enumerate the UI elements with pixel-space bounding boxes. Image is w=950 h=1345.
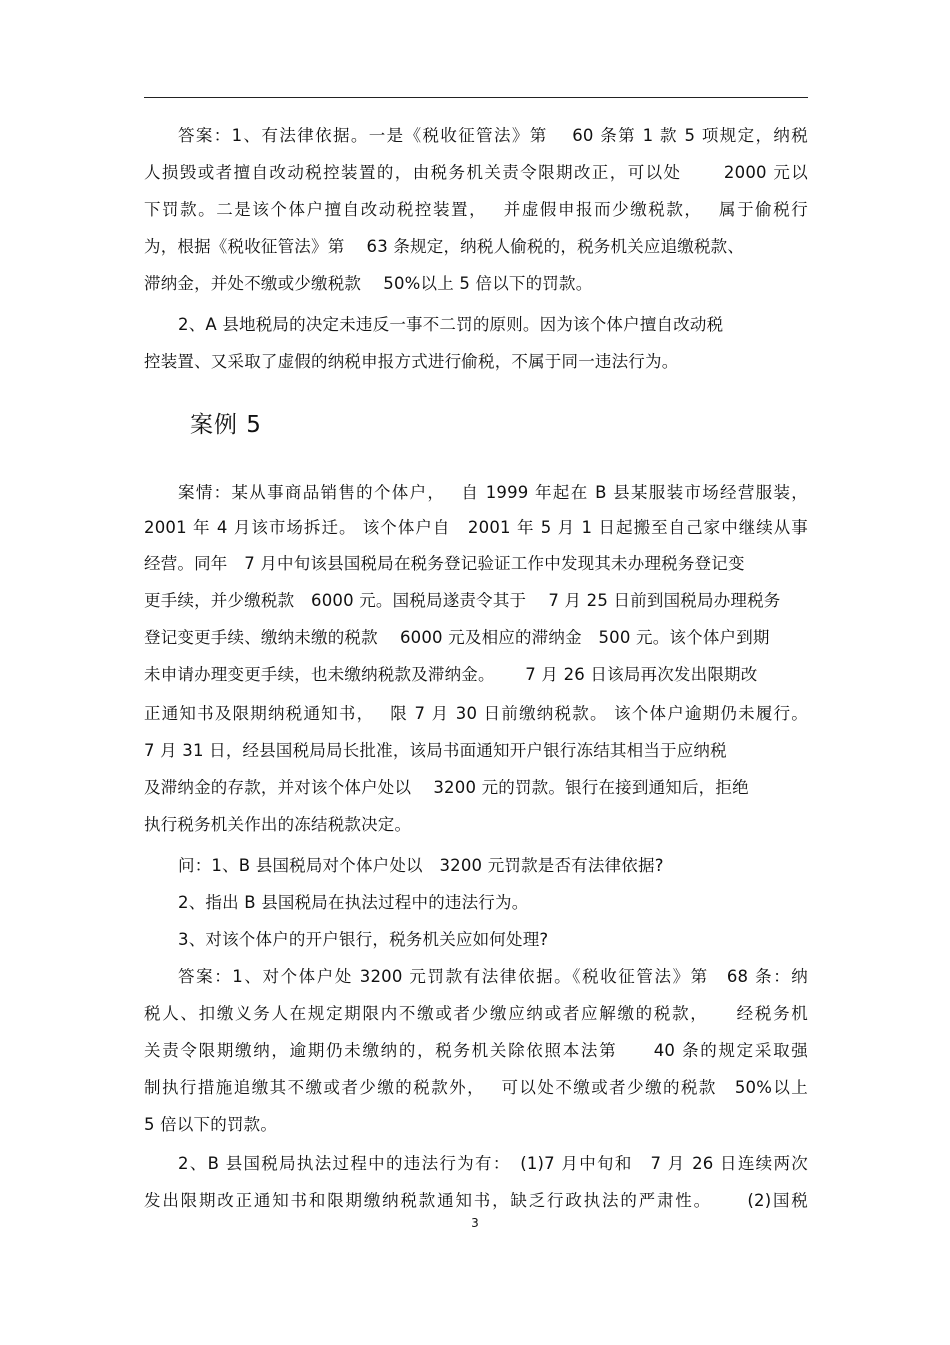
paragraph-line: 5 倍以下的罚款。	[144, 1115, 278, 1134]
paragraph-line: 2、B 县国税局执法过程中的违法行为有： (1)7 月中旬和 7 月 26 日连续两次	[178, 1154, 808, 1173]
page-number: 3	[471, 1216, 479, 1230]
case-heading: 案例 5	[190, 412, 262, 438]
paragraph-line: 未申请办理变更手续，也未缴纳税款及滞纳金。 7 月 26 日该局再次发出限期改	[144, 665, 758, 684]
paragraph-line: 制执行措施追缴其不缴或者少缴的税款外， 可以处不缴或者少缴的税款 50%以上	[144, 1078, 808, 1097]
question-line: 问：1、B 县国税局对个体户处以 3200 元罚款是否有法律依据?	[178, 856, 664, 875]
paragraph-line: 答案：1、有法律依据。一是《税收征管法》第 60 条第 1 款 5 项规定，纳税	[178, 126, 808, 145]
paragraph-line: 经营。同年 7 月中旬该县国税局在税务登记验证工作中发现其未办理税务登记变	[144, 554, 745, 573]
paragraph-line: 及滞纳金的存款，并对该个体户处以 3200 元的罚款。银行在接到通知后，拒绝	[144, 778, 749, 797]
paragraph-line: 更手续，并少缴税款 6000 元。国税局遂责令其于 7 月 25 日前到国税局办理税务	[144, 591, 781, 610]
paragraph-line: 2001 年 4 月该市场拆迁。 该个体户自 2001 年 5 月 1 日起搬至自己家中继续从事	[144, 518, 808, 537]
paragraph-line: 控装置、又采取了虚假的纳税申报方式进行偷税，不属于同一违法行为。	[144, 352, 679, 371]
paragraph-line: 登记变更手续、缴纳未缴的税款 6000 元及相应的滞纳金 500 元。该个体户到期	[144, 628, 770, 647]
paragraph-line: 关责令限期缴纳，逾期仍未缴纳的，税务机关除依照本法第 40 条的规定采取强	[144, 1041, 808, 1060]
paragraph-line: 执行税务机关作出的冻结税款决定。	[144, 815, 412, 834]
paragraph-line: 发出限期改正通知书和限期缴纳税款通知书，缺乏行政执法的严肃性。 (2)国税	[144, 1191, 808, 1210]
paragraph-line: 答案：1、对个体户处 3200 元罚款有法律依据。《税收征管法》第 68 条：纳	[178, 967, 808, 986]
paragraph-line: 滞纳金，并处不缴或少缴税款 50%以上 5 倍以下的罚款。	[144, 274, 593, 293]
paragraph-line: 为，根据《税收征管法》第 63 条规定，纳税人偷税的，税务机关应追缴税款、	[144, 237, 745, 256]
paragraph-line: 人损毁或者擅自改动税控装置的，由税务机关责令限期改正，可以处 2000 元以	[144, 163, 808, 182]
paragraph-line: 正通知书及限期纳税通知书， 限 7 月 30 日前缴纳税款。 该个体户逾期仍未履行。	[144, 704, 808, 723]
paragraph-line: 7 月 31 日，经县国税局局长批准，该局书面通知开户银行冻结其相当于应纳税	[144, 741, 727, 760]
question-line: 2、指出 B 县国税局在执法过程中的违法行为。	[178, 893, 529, 912]
paragraph-line: 2、A 县地税局的决定未违反一事不二罚的原则。因为该个体户擅自改动税	[178, 315, 724, 334]
header-rule	[144, 97, 808, 98]
question-line: 3、对该个体户的开户银行，税务机关应如何处理?	[178, 930, 549, 949]
paragraph-line: 税人、扣缴义务人在规定期限内不缴或者少缴应纳或者应解缴的税款， 经税务机	[144, 1004, 808, 1023]
paragraph-line: 案情：某从事商品销售的个体户， 自 1999 年起在 B 县某服装市场经营服装，	[178, 483, 808, 502]
paragraph-line: 下罚款。二是该个体户擅自改动税控装置， 并虚假申报而少缴税款， 属于偷税行	[144, 200, 808, 219]
